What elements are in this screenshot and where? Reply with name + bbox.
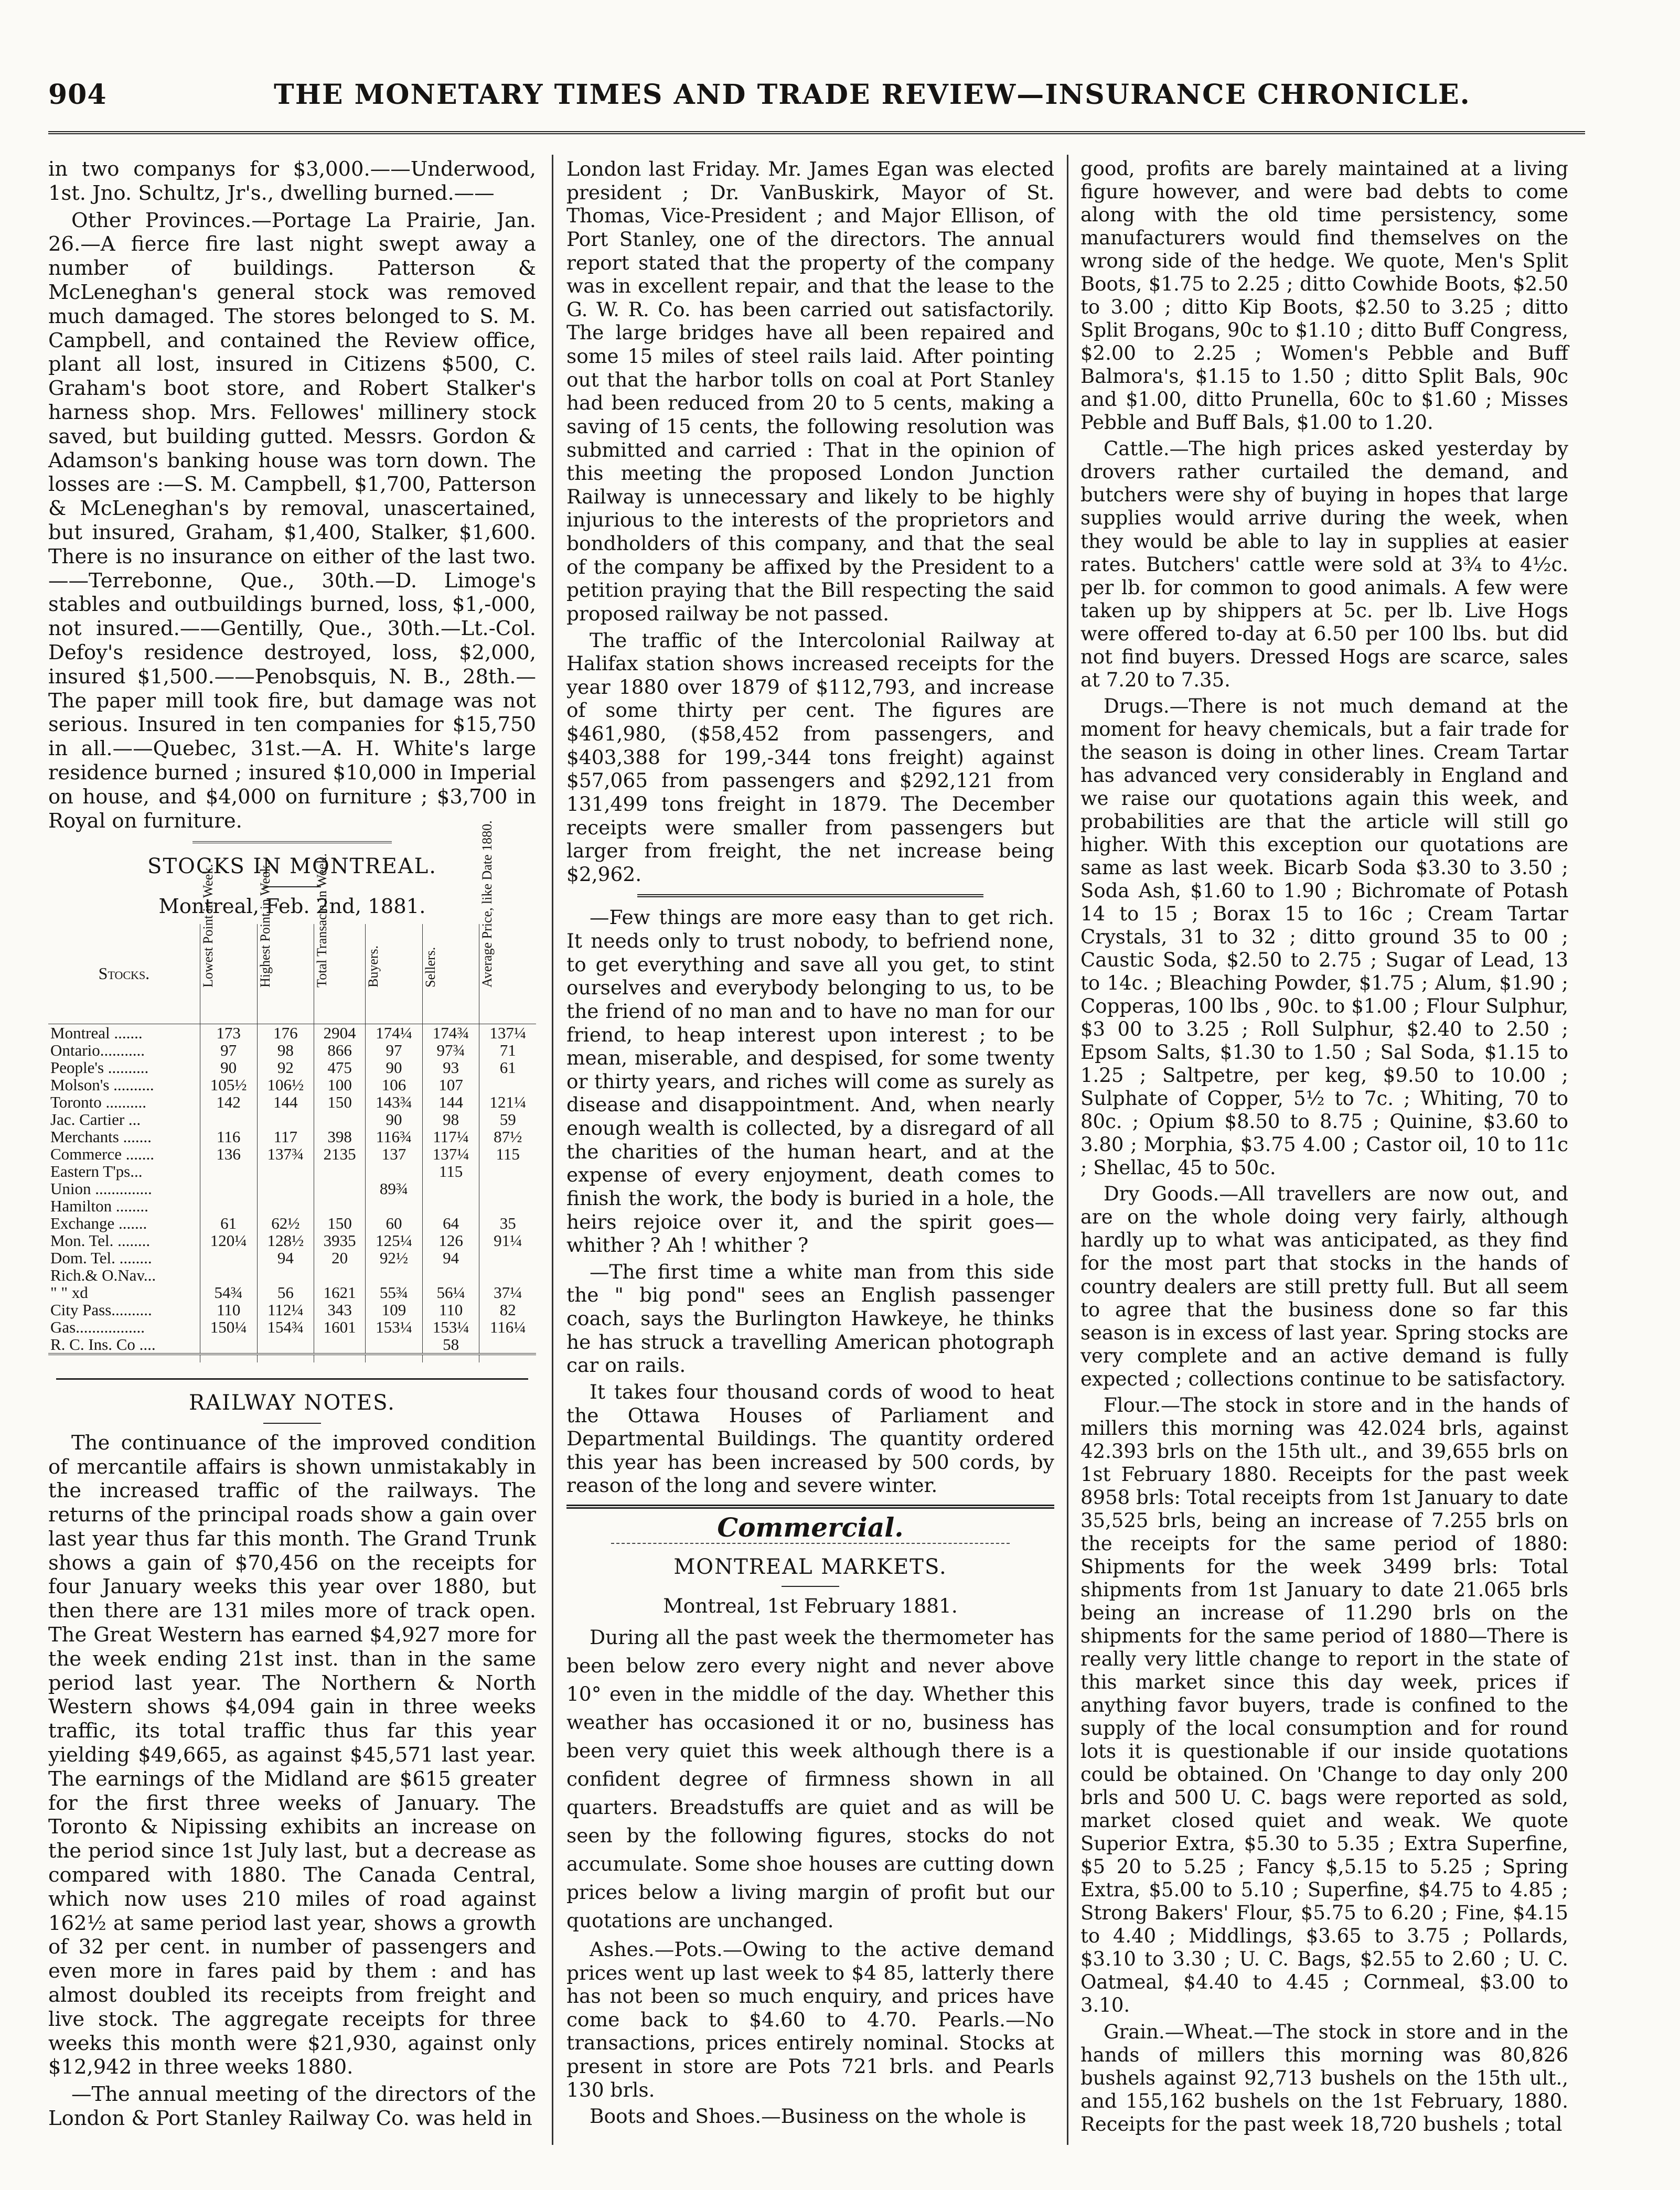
table-cell: Montreal ....... bbox=[50, 1023, 143, 1042]
table-cell: 116¼ bbox=[479, 1318, 536, 1336]
table-cell: 62½ bbox=[257, 1215, 314, 1232]
table-cell bbox=[200, 1163, 257, 1180]
table-cell: People's .......... bbox=[50, 1058, 149, 1077]
table-cell bbox=[200, 1266, 257, 1284]
table-cell: 56 bbox=[257, 1284, 314, 1301]
table-cell: 137¾ bbox=[257, 1145, 314, 1163]
table-cell bbox=[257, 1197, 314, 1215]
table-row bbox=[48, 1301, 536, 1318]
table-cell: 137¼ bbox=[422, 1145, 479, 1163]
table-cell bbox=[200, 1180, 257, 1197]
table-cell: 398 bbox=[314, 1128, 366, 1145]
table-cell bbox=[479, 1076, 536, 1093]
table-cell: 2904 bbox=[314, 1024, 366, 1042]
column-divider bbox=[552, 155, 553, 2145]
section-rule bbox=[192, 841, 392, 843]
table-cell: 58 bbox=[422, 1336, 479, 1354]
table-cell: " " xd bbox=[50, 1283, 88, 1302]
table-cell: 56¼ bbox=[422, 1284, 479, 1301]
table-cell: 176 bbox=[257, 1024, 314, 1042]
table-cell: 121¼ bbox=[479, 1093, 536, 1111]
table-cell: 94 bbox=[257, 1249, 314, 1266]
section-rule bbox=[263, 1423, 321, 1424]
table-header-cell: Buyers. bbox=[366, 924, 423, 1024]
intercolonial-paragraph: The traffic of the Intercolonial Railway at Halifax station shows increased receipts for the year 1880 over 1879 of $112,793, and increase of some thirty per cent. The figures are $461,980, ($58,452 from passengers, and $403,388 for 199,-344 tons freight) against $57,065 from passengers and $292,121 from 131,499 tons freight in 1879. The December receipts were smaller from passengers but larger from freight, the net increase being $2,962. bbox=[566, 628, 1054, 886]
table-cell: 94 bbox=[422, 1249, 479, 1266]
table-cell bbox=[479, 1249, 536, 1266]
table-cell: Gas................. bbox=[50, 1317, 145, 1336]
table-cell: 1621 bbox=[314, 1284, 366, 1301]
table-cell: 153¼ bbox=[366, 1318, 423, 1336]
table-cell bbox=[314, 1111, 366, 1128]
table-cell bbox=[257, 1336, 314, 1354]
table-row bbox=[48, 1215, 536, 1232]
table-cell: 110 bbox=[422, 1301, 479, 1318]
table-header-cell: Lowest Point in Week. bbox=[200, 924, 257, 1024]
table-cell: 106½ bbox=[257, 1076, 314, 1093]
table-cell: 116 bbox=[200, 1128, 257, 1145]
other-provinces-paragraph: Other Provinces.—Portage La Prairie, Jan. 26.—A fierce fire last night swept away a number of buildings. Patterson & McLeneghan's general stock was removed much damaged. The stores belonged to S. M. Campbell, and contained the Review office, plant all lost, insured in Citizens $500, C. Graham's boot store, and Robert Stalker's harness shop. Mrs. Fellowes' millinery stock saved, but building gutted. Messrs. Gordon & Adamson's banking house was torn down. The losses are :—S. M. Campbell, $1,700, Patterson & McLeneghan's by removal, unascertained, but insured, Graham, $1,400, Stalker, $1,600. There is no insurance on either of the last two.——Terrebonne, Que., 30th.—D. Limoge's stables and outbuildings burned, loss, $1,-000, not insured.——Gentilly, Que., 30th.—Lt.-Col. Defoy's residence destroyed, loss, $2,000, insured $1,500.——Penobsquis, N. B., 28th.—The paper mill took fire, but damage was not serious. Insured in ten companies for $15,750 in all.——Quebec, 31st.—A. H. White's large residence burned ; insured $10,000 in Imperial on house, and $4,000 on furniture ; $3,700 in Royal on furniture. bbox=[48, 208, 536, 833]
table-cell bbox=[257, 1180, 314, 1197]
table-cell: 92½ bbox=[366, 1249, 423, 1266]
table-cell: Dom. Tel. ........ bbox=[50, 1248, 152, 1267]
table-cell: 150¼ bbox=[200, 1318, 257, 1336]
section-rule bbox=[566, 1505, 1054, 1509]
table-row bbox=[48, 1284, 536, 1301]
table-cell: 105½ bbox=[200, 1076, 257, 1093]
section-rule bbox=[637, 894, 983, 897]
table-cell: 106 bbox=[366, 1076, 423, 1093]
boots-continued: good, profits are barely maintained at a living figure however, and were bad debts to come along with the old time persistency, some manufacturers would find themselves on the wrong side of the hedge. We quote, Men's Split Boots, $1.75 to 2.25 ; ditto Cowhide Boots, $2.50 to 3.00 ; ditto Kip Boots, $2.50 to 3.25 ; ditto Split Brogans, 90c to $1.10 ; ditto Buff Congress, $2.00 to 2.25 ; Women's Pebble and Buff Balmora's, $1.15 to 1.50 ; ditto Split Bals, 90c and $1.00, ditto Prunella, 60c to $1.60 ; Misses Pebble and Buff Bals, $1.00 to 1.20. bbox=[1080, 157, 1568, 434]
fire-notes-continued: in two companys for $3,000.——Underwood, 1st. Jno. Schultz, Jr's., dwelling burned.—— bbox=[48, 157, 536, 205]
table-cell: R. C. Ins. Co .... bbox=[50, 1335, 156, 1354]
table-cell bbox=[479, 1163, 536, 1180]
table-cell: 120¼ bbox=[200, 1232, 257, 1249]
table-cell bbox=[257, 1111, 314, 1128]
table-cell: 97 bbox=[200, 1042, 257, 1059]
table-cell: 71 bbox=[479, 1042, 536, 1059]
table-header-cell: Highest Point in Week. bbox=[257, 924, 314, 1024]
table-cell: 137¼ bbox=[479, 1024, 536, 1042]
table-row bbox=[48, 1180, 536, 1197]
table-header-row bbox=[48, 924, 536, 1024]
table-cell: Exchange ....... bbox=[50, 1214, 147, 1232]
boots-paragraph: Boots and Shoes.—Business on the whole is bbox=[590, 2105, 1026, 2128]
table-cell: 866 bbox=[314, 1042, 366, 1059]
table-cell: 87½ bbox=[479, 1128, 536, 1145]
table-cell bbox=[366, 1266, 423, 1284]
table-cell: Merchants ....... bbox=[50, 1127, 152, 1146]
table-row bbox=[48, 1076, 536, 1093]
table-cell: Molson's .......... bbox=[50, 1075, 154, 1094]
table-cell: 54¾ bbox=[200, 1284, 257, 1301]
table-row bbox=[48, 1059, 536, 1076]
table-cell: 61 bbox=[479, 1059, 536, 1076]
table-cell: 1601 bbox=[314, 1318, 366, 1336]
markets-intro: During all the past week the thermometer has been below zero every night and never above 10° even in the middle of the day. Whether this weather has occasioned it or no, business has been very quiet this week although there is a confident degree of firmness shown in all quarters. Breadstuffs are quiet and as will be seen by the following figures, stocks do not accumulate. Some shoe houses are cutting down prices below a living margin of profit but our quotations are unchanged. bbox=[566, 1625, 1054, 1932]
table-cell bbox=[366, 1336, 423, 1354]
table-cell: Commerce ....... bbox=[50, 1144, 155, 1163]
page-header bbox=[48, 79, 1585, 127]
table-cell: 100 bbox=[314, 1076, 366, 1093]
table-cell bbox=[200, 1111, 257, 1128]
table-cell bbox=[314, 1336, 366, 1354]
table-cell: 90 bbox=[366, 1111, 423, 1128]
dry-goods-paragraph: Dry Goods.—All travellers are now out, and are on the whole doing very fairly, although hardly up to what was anticipated, as they find for the most part that stocks in the hands of country dealers are still pretty full. But all seem to agree that the business done so far this season is in excess of last year. Spring stocks are very complete and an active demand is fully expected ; collections continue to be satisfactory. bbox=[1080, 1183, 1568, 1390]
wood-paragraph: It takes four thousand cords of wood to heat the Ottawa Houses of Parliament and Departmental Buildings. The quantity ordered this year has been increased by 500 cords, by reason of the long and severe winter. bbox=[566, 1380, 1054, 1497]
column-3 bbox=[1080, 157, 1568, 2139]
table-cell: 110 bbox=[200, 1301, 257, 1318]
section-rule bbox=[782, 1586, 839, 1587]
table-cell bbox=[479, 1180, 536, 1197]
table-cell: 112¼ bbox=[257, 1301, 314, 1318]
table-body bbox=[48, 1024, 536, 1354]
table-cell: Eastern T'ps... bbox=[50, 1162, 143, 1180]
stocks-date: Montreal, Feb. 2nd, 1881. bbox=[158, 895, 426, 919]
table-row bbox=[48, 1111, 536, 1128]
table-cell: 115 bbox=[422, 1163, 479, 1180]
table-cell: 136 bbox=[200, 1145, 257, 1163]
table-cell bbox=[200, 1336, 257, 1354]
table-cell: 98 bbox=[257, 1042, 314, 1059]
column-1 bbox=[48, 157, 536, 2134]
table-row bbox=[48, 1197, 536, 1215]
table-row bbox=[48, 1093, 536, 1111]
table-cell bbox=[366, 1197, 423, 1215]
riches-paragraph: —Few things are more easy than to get rich. It needs only to trust nobody, to befriend none, to get everything and save all you get, to stint ourselves and everybody belonging to us, to be the friend of no man and to have no man for our friend, to heap interest upon interest ; to be mean, miserable, and despised, for some twenty or thirty years, and riches will come as surely as disease and disappointment. And, when nearly enough wealth is collected, by a disregard of all the charities of the human heart, and at the expense of every enjoyment, death comes to finish the work, the body is buried in a hole, the heirs rejoice over it, and the spirit goes—whither ? Ah ! whither ? bbox=[566, 906, 1054, 1257]
table-cell: 475 bbox=[314, 1059, 366, 1076]
table-cell: 82 bbox=[479, 1301, 536, 1318]
table-cell: 64 bbox=[422, 1215, 479, 1232]
table-header-cell: Stocks. bbox=[48, 924, 200, 1024]
table-cell bbox=[314, 1266, 366, 1284]
railway-heading: RAILWAY NOTES. bbox=[189, 1390, 395, 1415]
grain-paragraph: Grain.—Wheat.—The stock in store and in the hands of millers this morning was 80,826 bushels against 92,713 bushels on the 15th ult., and 155,162 bushels on the 1st February, 1880. Receipts for the past week 18,720 bushels ; total bbox=[1080, 2020, 1568, 2135]
table-cell: City Pass.......... bbox=[50, 1300, 152, 1319]
table-cell bbox=[314, 1180, 366, 1197]
section-rule bbox=[56, 1378, 528, 1380]
table-cell: 20 bbox=[314, 1249, 366, 1266]
table-header-cell: Total Transac'n in Week. bbox=[314, 924, 366, 1024]
table-row bbox=[48, 1163, 536, 1180]
table-cell: 117 bbox=[257, 1128, 314, 1145]
table-cell: 59 bbox=[479, 1111, 536, 1128]
table-cell bbox=[200, 1249, 257, 1266]
table-row bbox=[48, 1024, 536, 1042]
table-row bbox=[48, 1145, 536, 1163]
table-cell: 174¾ bbox=[422, 1024, 479, 1042]
table-cell bbox=[257, 1266, 314, 1284]
table-cell bbox=[314, 1197, 366, 1215]
table-cell bbox=[422, 1266, 479, 1284]
table-cell: 37¼ bbox=[479, 1284, 536, 1301]
stocks-heading: STOCKS IN MONTREAL. bbox=[147, 854, 437, 879]
flour-paragraph: Flour.—The stock in store and in the hands of millers this morning was 42.024 brls, against 42.393 brls on the 15th ult., and 39,655 brls on 1st February 1880. Receipts for the past week 8958 brls: Total receipts from 1st January to date 35,525 brls, being an increase of 7.255 brls on the receipts for the same period of 1880: Shipments for the week 3499 brls: Total shipments from 1st January to date 21.065 brls being an increase of 11.290 brls on the shipments for the same period of 1880—There is really very little change to report in the state of this market since this day week, prices if anything favor buyers, trade is confined to the supply of the local consumption and for round lots it is questionable if our inside quotations could be obtained. On 'Change to day only 200 brls and 500 U. C. bags were reported as sold, market closed quiet and weak. We quote Superior Extra, $5.30 to 5.35 ; Extra Superfine, $5 20 to 5.25 ; Fancy $,5.15 to 5.25 ; Spring Extra, $5.00 to 5.10 ; Superfine, $4.75 to 4.85 ; Strong Bakers' Flour, $5.75 to 6.20 ; Fine, $4.15 to 4.40 ; Middlings, $3.65 to 3.75 ; Pollards, $3.10 to 3.30 ; U. C. Bags, $2.55 to 2.60 ; U. C. Oatmeal, $4.40 to 4.45 ; Cornmeal, $3.00 to 3.10. bbox=[1080, 1393, 1568, 2017]
header-rule bbox=[48, 131, 1585, 134]
column-divider bbox=[1067, 155, 1068, 2145]
table-cell: 173 bbox=[200, 1024, 257, 1042]
table-cell: 35 bbox=[479, 1215, 536, 1232]
table-cell: 126 bbox=[422, 1232, 479, 1249]
table-cell: 125¼ bbox=[366, 1232, 423, 1249]
table-cell: 116¾ bbox=[366, 1128, 423, 1145]
table-cell: 153¼ bbox=[422, 1318, 479, 1336]
table-cell: Mon. Tel. ........ bbox=[50, 1231, 151, 1250]
table-cell bbox=[257, 1163, 314, 1180]
table-cell: 150 bbox=[314, 1215, 366, 1232]
railway-paragraph: The continuance of the improved condition of mercantile affairs is shown unmistakably in the increased traffic of the railways. The returns of the principal roads show a gain over last year thus far this month. The Grand Trunk shows a gain of $70,456 on the receipts for four January weeks this year over 1880, but then there are 131 miles more of track open. The Great Western has earned $4,927 more for the week ending 21st inst. than in the same period last year. The Northern & North Western shows $4,094 gain in three weeks traffic, its total traffic thus far this year yielding $49,665, as against $45,571 last year. The earnings of the Midland are $615 greater for the first three weeks of January. The Toronto & Nipissing exhibits an increase on the period since 1st July last, but a decrease as compared with 1880. The Canada Central, which now uses 210 miles of road against 162½ at same period last year, shows a growth of 32 per cent. in number of passengers and even more in fares paid by them : and has almost doubled its receipts from freight and live stock. The aggregate receipts for three weeks this month were $21,930, against only $12,942 in three weeks 1880. bbox=[48, 1431, 536, 2079]
railway-meeting-paragraph: —The annual meeting of the directors of the London & Port Stanley Railway Co. was held in bbox=[48, 2082, 536, 2131]
commercial-heading: Commercial. bbox=[717, 1512, 904, 1543]
table-cell: 89¾ bbox=[366, 1180, 423, 1197]
table-cell: 109 bbox=[366, 1301, 423, 1318]
table-cell bbox=[422, 1197, 479, 1215]
table-cell: 150 bbox=[314, 1093, 366, 1111]
table-cell: 144 bbox=[422, 1093, 479, 1111]
table-cell: 93 bbox=[422, 1059, 479, 1076]
table-cell: 2135 bbox=[314, 1145, 366, 1163]
table-cell: 154¾ bbox=[257, 1318, 314, 1336]
ashes-paragraph: Ashes.—Pots.—Owing to the active demand prices went up last week to $4 85, latterly there has not been so much enquiry, and prices have come back to $4.60 to 4.70. Pearls.—No transactions, prices entirely nominal. Stocks at present in store are Pots 721 brls. and Pearls 130 brls. bbox=[566, 1937, 1054, 2101]
table-cell: Jac. Cartier ... bbox=[50, 1110, 141, 1129]
table-cell: Toronto .......... bbox=[50, 1092, 146, 1111]
table-cell: 97 bbox=[366, 1042, 423, 1059]
table-cell: 343 bbox=[314, 1301, 366, 1318]
table-cell: 142 bbox=[200, 1093, 257, 1111]
table-header-cell: Sellers. bbox=[422, 924, 479, 1024]
table-cell bbox=[366, 1163, 423, 1180]
page-number: 904 bbox=[48, 79, 107, 111]
table-cell: 137 bbox=[366, 1145, 423, 1163]
table-cell: 3935 bbox=[314, 1232, 366, 1249]
big-pond-paragraph: —The first time a white man from this side the " big pond" sees an English passenger coach, says the Burlington Hawkeye, he thinks he has struck a travelling American photograph car on rails. bbox=[566, 1260, 1054, 1377]
table-cell bbox=[200, 1197, 257, 1215]
table-cell bbox=[314, 1163, 366, 1180]
running-title: THE MONETARY TIMES AND TRADE REVIEW—INSURANCE CHRONICLE. bbox=[274, 79, 1471, 111]
table-cell: 55¾ bbox=[366, 1284, 423, 1301]
table-cell: 128½ bbox=[257, 1232, 314, 1249]
markets-heading: MONTREAL MARKETS. bbox=[673, 1554, 947, 1579]
table-cell: 143¾ bbox=[366, 1093, 423, 1111]
table-header-cell: Average Price, like Date 1880. bbox=[479, 924, 536, 1024]
column-2 bbox=[566, 157, 1054, 2131]
table-row bbox=[48, 1336, 536, 1354]
table-cell: 117¼ bbox=[422, 1128, 479, 1145]
table-row bbox=[48, 1266, 536, 1284]
table-cell: 115 bbox=[479, 1145, 536, 1163]
table-cell: Union .............. bbox=[50, 1179, 152, 1198]
cattle-paragraph: Cattle.—The high prices asked yesterday by drovers rather curtailed the demand, and butchers were shy of buying in hopes that large supplies would arrive during the week, when they would be able to lay in supplies at easier rates. Butchers' cattle were sold at 3¾ to 4½c. per lb. for common to good animals. A few were taken up by shippers at 5c. per lb. Live Hogs were offered to-day at 6.50 per 100 lbs. but did not find buyers. Dressed Hogs are scarce, sales at 7.20 to 7.35. bbox=[1080, 437, 1568, 691]
table-cell: 144 bbox=[257, 1093, 314, 1111]
markets-date: Montreal, 1st February 1881. bbox=[663, 1594, 958, 1618]
table-cell: Hamilton ........ bbox=[50, 1196, 148, 1215]
table-cell: Ontario........... bbox=[50, 1040, 145, 1059]
table-cell: 90 bbox=[366, 1059, 423, 1076]
table-row bbox=[48, 1042, 536, 1059]
table-cell: 92 bbox=[257, 1059, 314, 1076]
table-cell: Rich.& O.Nav... bbox=[50, 1265, 156, 1284]
table-cell bbox=[479, 1197, 536, 1215]
table-cell: 174¼ bbox=[366, 1024, 423, 1042]
table-cell: 97¾ bbox=[422, 1042, 479, 1059]
table-cell: 91¼ bbox=[479, 1232, 536, 1249]
table-cell bbox=[479, 1266, 536, 1284]
table-cell bbox=[479, 1336, 536, 1354]
table-row bbox=[48, 1128, 536, 1145]
table-cell: 90 bbox=[200, 1059, 257, 1076]
table-cell bbox=[422, 1180, 479, 1197]
table-cell: 98 bbox=[422, 1111, 479, 1128]
table-row bbox=[48, 1249, 536, 1266]
table-row bbox=[48, 1232, 536, 1249]
table-cell: 61 bbox=[200, 1215, 257, 1232]
meeting-continued: London last Friday. Mr. James Egan was elected president ; Dr. VanBuskirk, Mayor of St. Thomas, Vice-President ; and Major Ellison, of Port Stanley, one of the directors. The annual report stated that the property of the company was in excellent repair, and that the lease to the G. W. R. Co. has been carried out satisfactorily. The large bridges have all been repaired and some 15 miles of steel rails laid. After pointing out that the harbor tolls on coal at Port Stanley had been reduced from 20 to 5 cents, making a saving of 15 cents, the following resolution was submitted and carried : That in the opinion of this meeting the proposed London Junction Railway is unnecessary and likely to be highly injurious to the interests of the proprietors and bondholders of this company, and that the seal of the company be affixed by the President to a petition praying that the Bill respecting the said proposed railway be not passed. bbox=[566, 157, 1054, 625]
table-row bbox=[48, 1318, 536, 1336]
table-cell: 107 bbox=[422, 1076, 479, 1093]
drugs-paragraph: Drugs.—There is not much demand at the moment for heavy chemicals, but a fair trade for the season is doing in other lines. Cream Tartar has advanced very considerably in England and we raise our quotations again this week, and probabilities are that the article will still go higher. With this exception our quotations are same as last week. Bicarb Soda $3.30 to 3.50 ; Soda Ash, $1.60 to 1.90 ; Bichromate of Potash 14 to 15 ; Borax 15 to 16c ; Cream Tartar Crystals, 31 to 32 ; ditto ground 35 to 00 ; Caustic Soda, $2.50 to 2.75 ; Sugar of Lead, 13 to 14c. ; Bleaching Powder, $1.75 ; Alum, $1.90 ; Copperas, 100 lbs , 90c. to $1.00 ; Flour Sulphur, $3 00 to 3.25 ; Roll Sulphur, $2.40 to 2.50 ; Epsom Salts, $1.30 to 1.50 ; Sal Soda, $1.15 to 1.25 ; Saltpetre, per keg, $9.50 to 10.00 ; Sulphate of Copper, 5½ to 7c. ; Whiting, 70 to 80c. ; Opium $8.50 to 8.75 ; Quinine, $3.60 to 3.80 ; Morphia, $3.75 4.00 ; Castor oil, 10 to 11c ; Shellac, 45 to 50c. bbox=[1080, 694, 1568, 1179]
table-cell: 60 bbox=[366, 1215, 423, 1232]
